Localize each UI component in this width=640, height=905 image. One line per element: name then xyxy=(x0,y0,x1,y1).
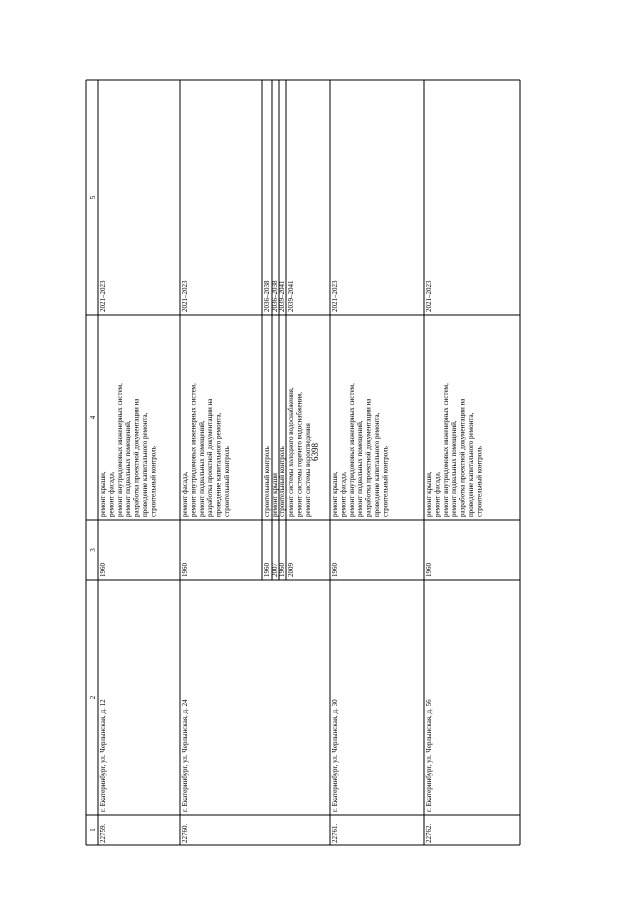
work-type: ремонт подвальных помещений, xyxy=(356,420,365,517)
row-address: г. Екатеринбург, ул. Черлынская, д. 12 xyxy=(99,699,107,812)
work-type: разработка проектной документации на xyxy=(206,398,215,517)
repair-period: 2021–2023 xyxy=(425,280,433,312)
row-address: г. Екатеринбург, ул. Черлынская, д. 30 xyxy=(331,699,339,812)
work-type: ремонт внутридомовых инженерных систем, xyxy=(347,383,356,517)
work-type: ремонт системы горячего водоснабжения, xyxy=(295,391,304,517)
work-type: ремонт подвальных помещений, xyxy=(450,420,459,517)
work-type: разработка проектной документации на xyxy=(364,398,373,517)
row-number: 22761. xyxy=(331,823,339,843)
column-number: 1 xyxy=(89,828,97,832)
work-type: ремонт фасада, xyxy=(433,471,442,517)
repair-period: 2021–2023 xyxy=(331,280,339,312)
work-type: проведение капитального ремонта, xyxy=(141,412,149,517)
work-type: ремонт системы водоотведения xyxy=(303,423,312,517)
build-year: 1960 xyxy=(181,563,189,577)
work-type: разработка проектной документации на xyxy=(458,398,467,517)
work-type: ремонт внутридомовых инженерных систем, xyxy=(189,383,198,517)
work-type: ремонт крыши, xyxy=(99,471,107,517)
work-type: проведение капитального ремонта, xyxy=(467,412,475,517)
build-year: 1960 xyxy=(331,563,339,577)
work-type: проведение капитального ремонта, xyxy=(373,412,381,517)
work-type: разработка проектной документации на xyxy=(132,398,141,517)
repair-period: 2021–2023 xyxy=(99,280,107,312)
column-number: 3 xyxy=(89,548,97,552)
build-year: 1960 xyxy=(425,563,433,577)
column-number: 2 xyxy=(89,695,97,700)
work-type: строительный контроль xyxy=(381,446,390,517)
work-type: ремонт внутридомовых инженерных систем, xyxy=(115,383,124,517)
work-type: ремонт крыши, xyxy=(425,471,433,517)
repair-period: 2036–2038 xyxy=(271,280,279,312)
work-type: ремонт фасада, xyxy=(107,471,116,517)
work-type: строительный контроль xyxy=(223,446,231,517)
repair-period: 2036–2038 xyxy=(263,280,271,312)
build-year: 2009 xyxy=(287,563,295,577)
work-type: ремонт фасада, xyxy=(181,471,189,517)
build-year: 1960 xyxy=(278,563,286,577)
repair-period: 2021–2023 xyxy=(181,280,189,312)
work-type: строительный контроль xyxy=(263,446,271,517)
build-year: 1960 xyxy=(99,563,107,577)
work-type: проведение капитального ремонта, xyxy=(214,412,223,517)
row-address: г. Екатеринбург, ул. Черлынская, д. 24 xyxy=(181,699,189,812)
build-year: 2007 xyxy=(271,563,279,577)
work-type: ремонт фасада, xyxy=(339,471,348,517)
work-type: ремонт крыши, xyxy=(331,471,339,517)
work-type: ремонт подвальных помещений, xyxy=(124,420,133,517)
build-year: 1960 xyxy=(263,563,271,577)
work-type: ремонт системы холодного водоснабжения, xyxy=(287,387,295,517)
repair-schedule-table xyxy=(86,80,520,845)
column-number: 5 xyxy=(89,195,97,200)
page-number: 6398 xyxy=(310,443,320,461)
row-number: 22759. xyxy=(99,823,107,843)
repair-period: 2039–2041 xyxy=(278,280,286,312)
row-address: г. Екатеринбург, ул. Черлынская, д. 56 xyxy=(425,699,433,812)
work-type: ремонт внутридомовых инженерных систем, xyxy=(441,383,450,517)
work-type: строительный контроль xyxy=(278,446,286,517)
work-type: строительный контроль xyxy=(149,446,158,517)
repair-period: 2039–2041 xyxy=(287,280,295,312)
work-type: ремонт крыши xyxy=(271,473,279,517)
row-number: 22760. xyxy=(181,823,189,843)
row-number: 22762. xyxy=(425,823,433,843)
work-type: ремонт подвальных помещений, xyxy=(197,420,206,517)
column-number: 4 xyxy=(89,415,97,420)
work-type: строительный контроль xyxy=(475,446,484,517)
